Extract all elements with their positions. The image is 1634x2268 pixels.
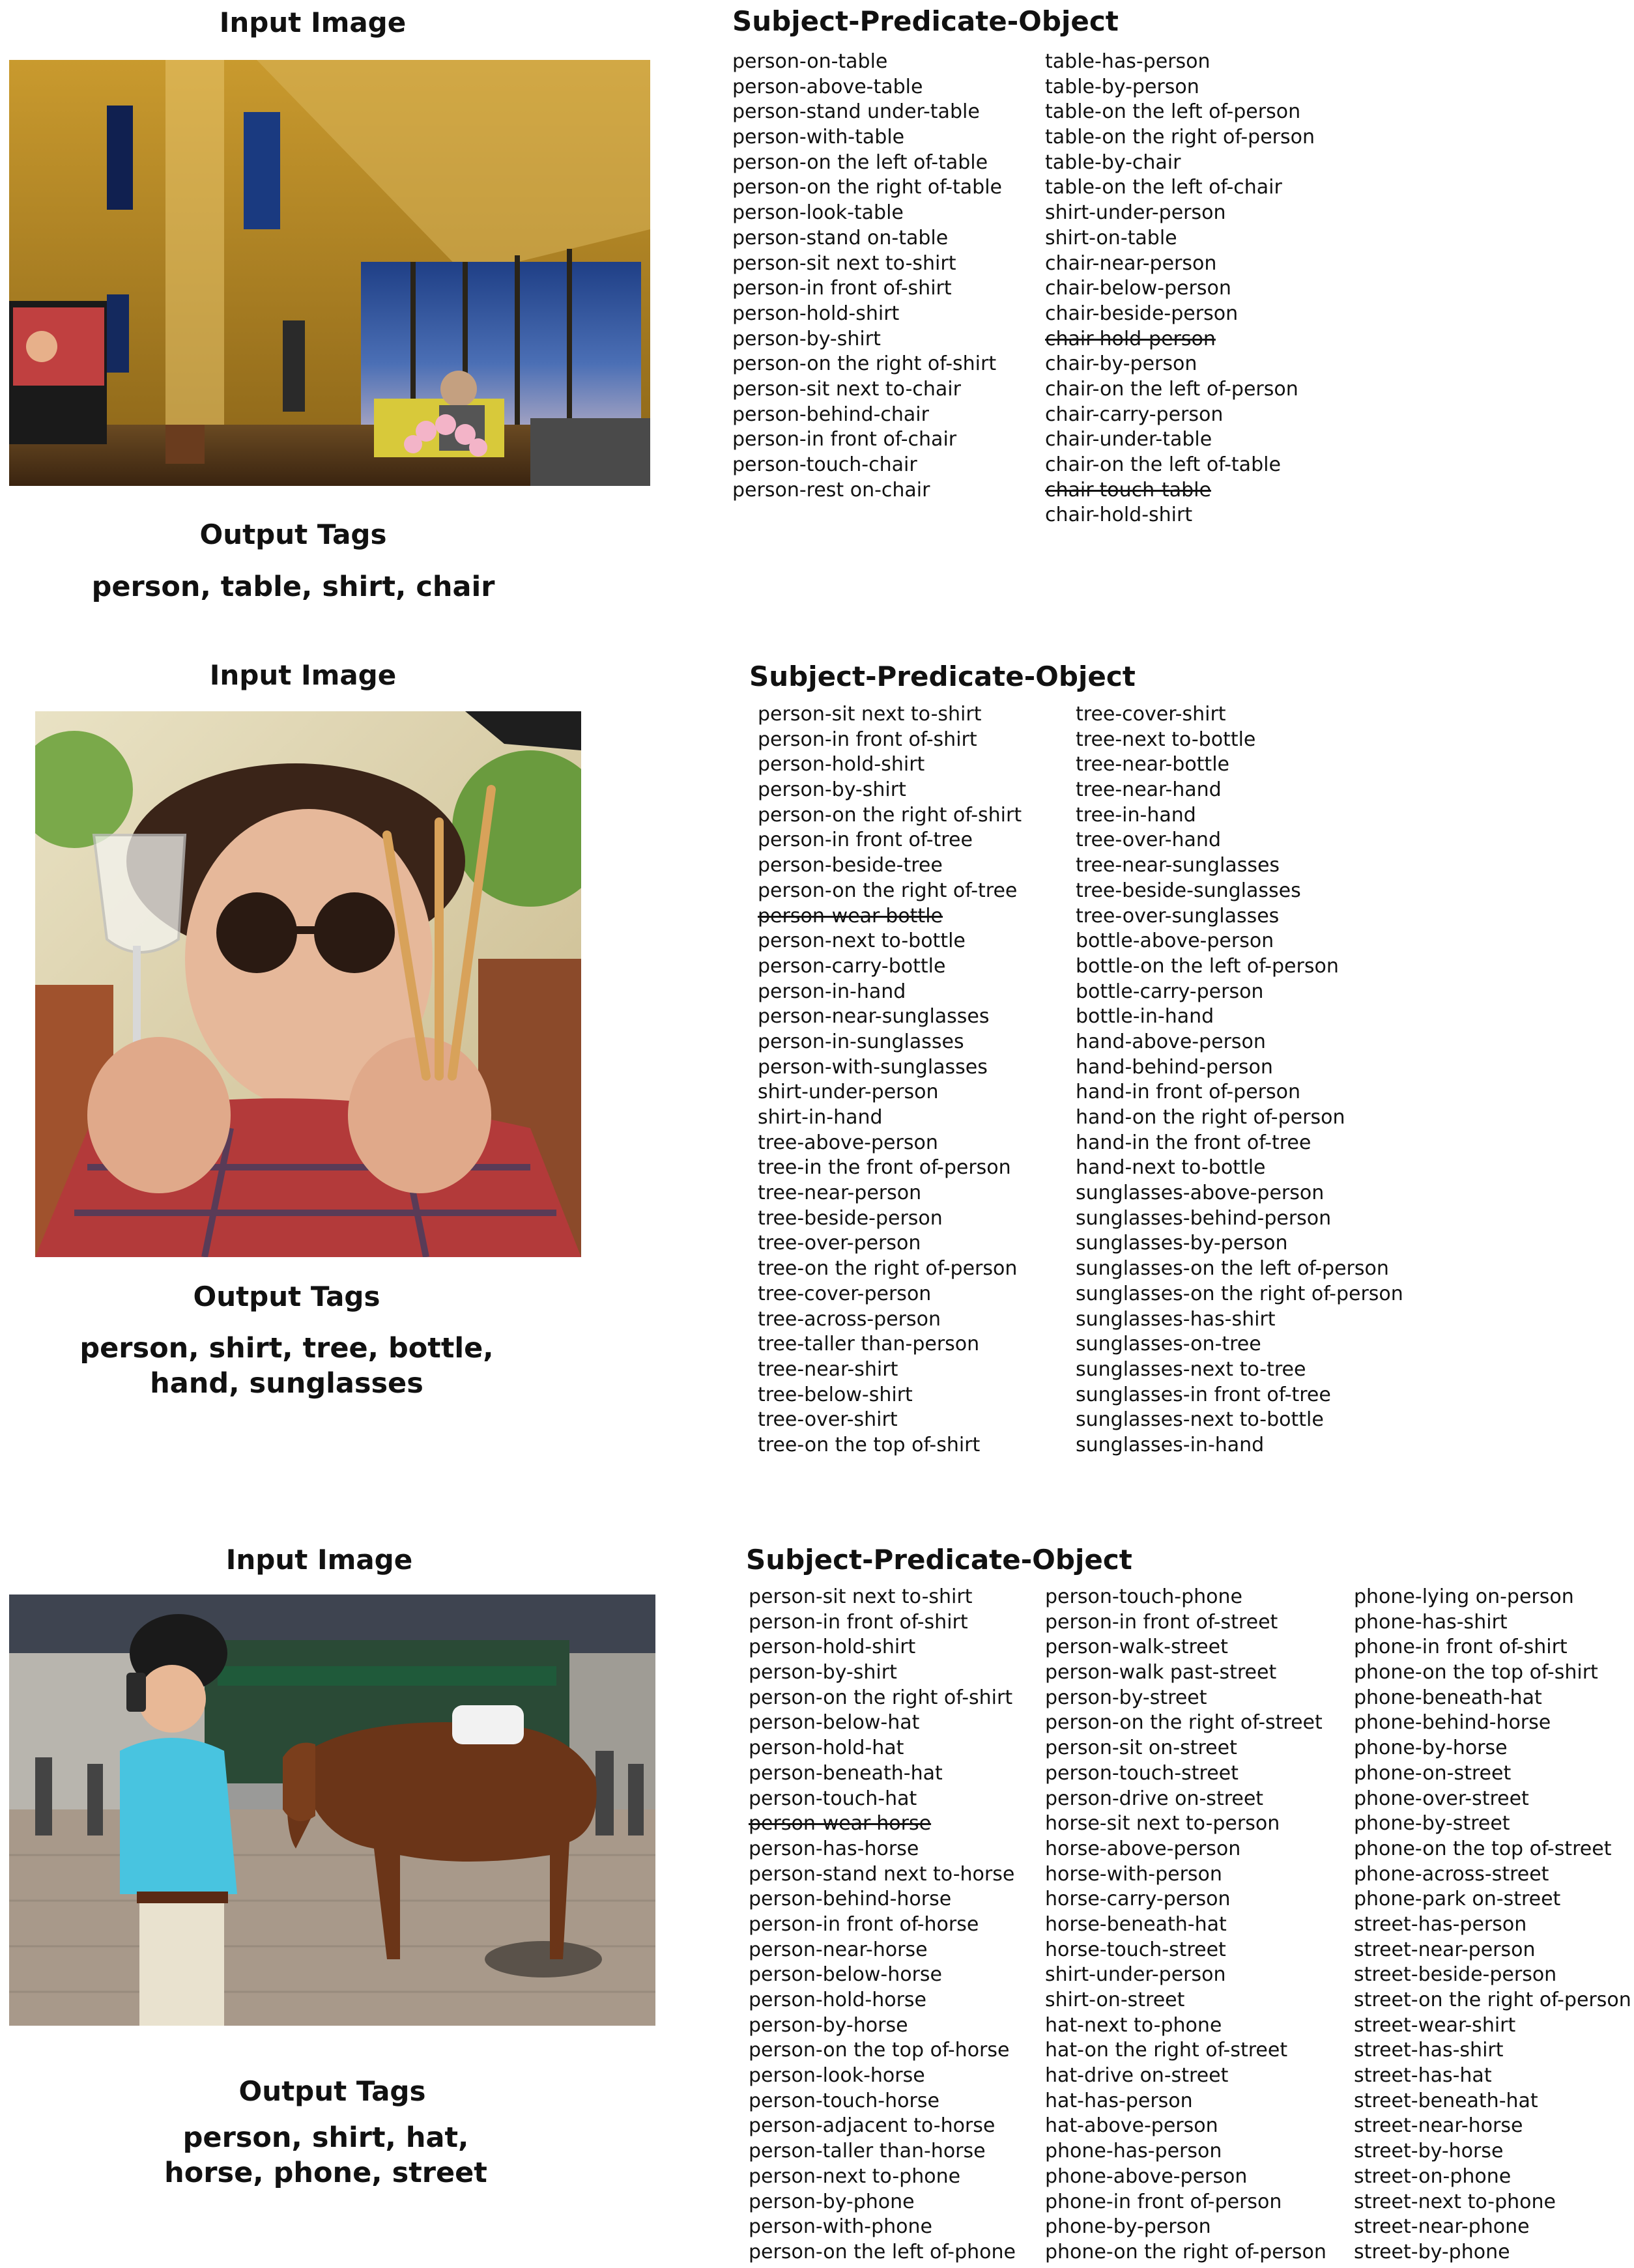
relation-item: chair-under-table: [1045, 428, 1212, 451]
relation-item: street-on-phone: [1354, 2164, 1512, 2188]
relation-item: phone-has-shirt: [1354, 1610, 1508, 1634]
relation-item: person-by-shirt: [758, 778, 906, 802]
relation-item: tree-near-bottle: [1076, 753, 1229, 776]
living-room-photo: [9, 60, 650, 486]
relation-item: bottle-carry-person: [1076, 980, 1264, 1003]
relation-item: phone-on-street: [1354, 1761, 1512, 1785]
relation-item: tree-across-person: [758, 1307, 941, 1331]
relation-column-1: [732, 50, 1002, 503]
relation-item: person-with-sunglasses: [758, 1055, 988, 1079]
relation-item: shirt-under-person: [758, 1081, 939, 1104]
relation-item: person-in front of-shirt: [758, 728, 977, 751]
relation-item: person-behind-horse: [749, 1888, 952, 1911]
relation-item: shirt-under-person: [1045, 1963, 1226, 1987]
relation-item: shirt-in-hand: [758, 1106, 883, 1129]
relation-item: person-with-table: [732, 126, 905, 149]
relation-item: shirt-on-table: [1045, 226, 1177, 249]
relation-item: street-next to-phone: [1354, 2190, 1556, 2213]
relation-item: person-hold-shirt: [749, 1636, 916, 1659]
relation-item: phone-behind-horse: [1354, 1711, 1551, 1735]
relation-item: street-by-horse: [1354, 2140, 1504, 2163]
selfie-photo: [35, 711, 581, 1257]
relation-item: person-by-horse: [749, 2013, 908, 2037]
relation-item: person-on the left of-table: [732, 150, 988, 174]
relation-item-struck: chair-touch-table: [1045, 478, 1211, 502]
relation-item: phone-in front of-person: [1045, 2190, 1282, 2213]
relation-item: tree-over-shirt: [758, 1408, 898, 1432]
output-tags-label: Output Tags: [199, 518, 387, 550]
relation-item: tree-cover-shirt: [1076, 703, 1226, 726]
relation-item: bottle-in-hand: [1076, 1005, 1214, 1028]
relation-item: tree-over-hand: [1076, 829, 1221, 852]
relation-item: phone-on the top of-street: [1354, 1837, 1612, 1860]
relation-item: hat-next to-phone: [1045, 2013, 1222, 2037]
relation-item: horse-above-person: [1045, 1837, 1241, 1860]
relation-item: street-near-horse: [1354, 2114, 1523, 2138]
relation-column-1: [749, 1585, 1016, 2265]
relation-item: chair-hold-shirt: [1045, 503, 1193, 527]
relation-item: tree-taller than-person: [758, 1333, 980, 1356]
relation-item: person-look-horse: [749, 2064, 925, 2088]
relation-item: phone-on the top of-shirt: [1354, 1661, 1598, 1684]
relation-item: person-in-sunglasses: [758, 1030, 964, 1053]
relation-item: person-hold-shirt: [758, 753, 925, 776]
relation-item: person-above-table: [732, 75, 923, 98]
relation-item: sunglasses-on the right of-person: [1076, 1282, 1403, 1305]
relation-item-struck: person-wear-horse: [749, 1812, 932, 1836]
relation-item: bottle-on the left of-person: [1076, 954, 1339, 978]
relation-item: hand-in front of-person: [1076, 1081, 1300, 1104]
relation-item: tree-below-shirt: [758, 1383, 913, 1406]
relation-item: phone-over-street: [1354, 1787, 1529, 1810]
relation-item: person-sit on-street: [1045, 1736, 1237, 1760]
relation-column-3: [1354, 1585, 1631, 2265]
relation-item: sunglasses-by-person: [1076, 1232, 1288, 1255]
relation-item: person-sit next to-shirt: [732, 251, 956, 275]
relation-item: person-in front of-shirt: [749, 1610, 968, 1634]
tag-line: person, shirt, hat,: [182, 2121, 469, 2154]
relation-item: person-below-hat: [749, 1711, 920, 1735]
relation-item: tree-over-person: [758, 1232, 921, 1255]
relation-item: street-has-hat: [1354, 2064, 1492, 2088]
relation-item: hat-drive on-street: [1045, 2064, 1229, 2088]
relation-item: person-next to-phone: [749, 2164, 961, 2188]
relation-item: table-on the left of-chair: [1045, 176, 1282, 199]
relation-item: person-rest on-chair: [732, 478, 930, 502]
relation-item: person-beneath-hat: [749, 1761, 943, 1785]
relation-item: tree-on the right of-person: [758, 1257, 1018, 1281]
relation-item: sunglasses-in-hand: [1076, 1433, 1265, 1456]
tag-line: person, shirt, tree, bottle,: [79, 1332, 494, 1365]
relation-item: hand-above-person: [1076, 1030, 1266, 1053]
relation-item: phone-above-person: [1045, 2164, 1248, 2188]
relation-item: phone-in front of-shirt: [1354, 1636, 1568, 1659]
relation-item: tree-in the front of-person: [758, 1156, 1011, 1180]
relation-column-2: [1045, 1585, 1326, 2265]
relation-item-struck: chair-hold-person: [1045, 327, 1216, 350]
relation-item: sunglasses-above-person: [1076, 1182, 1325, 1205]
relation-item: person-walk-street: [1045, 1636, 1228, 1659]
relation-item: person-sit next to-shirt: [758, 703, 982, 726]
relation-item: person-has-horse: [749, 1837, 919, 1860]
relation-item: tree-on the top of-shirt: [758, 1433, 981, 1456]
relation-item: tree-near-hand: [1076, 778, 1222, 802]
relation-item: shirt-on-street: [1045, 1989, 1185, 2011]
relation-item: horse-beneath-hat: [1045, 1912, 1227, 1936]
relation-item: street-by-phone: [1354, 2240, 1510, 2263]
output-tags: [65, 569, 521, 604]
relation-item: person-taller than-horse: [749, 2140, 986, 2163]
relation-item: horse-with-person: [1045, 1862, 1222, 1886]
relation-item: street-wear-shirt: [1354, 2013, 1516, 2037]
relation-item: phone-lying on-person: [1354, 1585, 1574, 1608]
relation-item: tree-beside-person: [758, 1206, 943, 1230]
relation-item: street-has-person: [1354, 1912, 1527, 1936]
relation-item: person-on the right of-shirt: [758, 803, 1022, 827]
relation-item: sunglasses-on the left of-person: [1076, 1257, 1389, 1281]
relation-item: person-stand under-table: [732, 100, 980, 124]
relation-item: tree-beside-sunglasses: [1076, 879, 1301, 902]
relation-item: person-by-phone: [749, 2190, 915, 2213]
relation-item: person-below-horse: [749, 1963, 942, 1987]
relation-item: person-with-phone: [749, 2215, 933, 2239]
relation-item: person-in front of-chair: [732, 428, 957, 451]
relation-item: chair-below-person: [1045, 277, 1231, 300]
relation-item: person-behind-chair: [732, 403, 929, 426]
relation-item: person-walk past-street: [1045, 1661, 1277, 1684]
relation-column-2: [1045, 50, 1315, 528]
relation-item: person-drive on-street: [1045, 1787, 1264, 1810]
relation-item: person-near-sunglasses: [758, 1005, 990, 1028]
relation-column-1: [758, 702, 1022, 1458]
relation-item: sunglasses-on-tree: [1076, 1333, 1261, 1356]
relation-item: person-on the right of-shirt: [732, 352, 997, 376]
relation-item: person-in front of-horse: [749, 1912, 979, 1936]
relation-item: chair-beside-person: [1045, 302, 1239, 325]
relation-item: street-near-person: [1354, 1938, 1536, 1961]
relation-item: phone-by-horse: [1354, 1736, 1508, 1760]
relation-item: horse-touch-street: [1045, 1938, 1226, 1961]
relation-item: tree-next to-bottle: [1076, 728, 1256, 751]
output-tags-label: Output Tags: [193, 1281, 380, 1312]
relation-item: person-touch-hat: [749, 1787, 917, 1810]
relation-item: sunglasses-next to-bottle: [1076, 1408, 1324, 1432]
relation-item: sunglasses-next to-tree: [1076, 1357, 1306, 1381]
relation-item: person-on the left of-phone: [749, 2240, 1016, 2263]
tag-line: person, table, shirt, chair: [91, 571, 495, 603]
input-image-label: Input Image: [209, 659, 397, 691]
relation-item: shirt-under-person: [1045, 201, 1226, 225]
relation-item: tree-near-sunglasses: [1076, 854, 1280, 877]
relation-item: street-has-shirt: [1354, 2039, 1504, 2062]
tag-line: hand, sunglasses: [150, 1367, 423, 1400]
relation-item: person-on-table: [732, 50, 888, 73]
tag-line: horse, phone, street: [164, 2157, 487, 2189]
relation-item: table-on the left of-person: [1045, 100, 1301, 124]
relation-item: chair-carry-person: [1045, 403, 1224, 426]
relation-item: table-by-chair: [1045, 150, 1181, 174]
relation-item: sunglasses-behind-person: [1076, 1206, 1332, 1230]
relation-item: chair-by-person: [1045, 352, 1197, 376]
relation-item: table-on the right of-person: [1045, 126, 1315, 149]
relation-item: tree-cover-person: [758, 1282, 932, 1305]
output-tags: [59, 1331, 515, 1401]
relation-item: person-by-shirt: [749, 1661, 897, 1684]
relation-item: tree-above-person: [758, 1131, 938, 1154]
relation-item: chair-on the left of-person: [1045, 377, 1298, 401]
relation-item: person-sit next to-shirt: [749, 1585, 973, 1608]
relation-column-2: [1076, 702, 1403, 1458]
relation-item: person-beside-tree: [758, 854, 943, 877]
input-image-label: Input Image: [225, 1544, 413, 1576]
relation-item: person-hold-shirt: [732, 302, 900, 325]
relation-item: hand-on the right of-person: [1076, 1106, 1345, 1129]
relation-item: person-on the right of-table: [732, 176, 1002, 199]
relation-item: horse-carry-person: [1045, 1888, 1231, 1911]
relation-item: horse-sit next to-person: [1045, 1812, 1280, 1836]
relation-item: tree-over-sunglasses: [1076, 904, 1280, 928]
relation-item: tree-in-hand: [1076, 803, 1196, 827]
relation-item: hat-has-person: [1045, 2089, 1193, 2112]
spo-heading: Subject-Predicate-Object: [732, 5, 1119, 37]
relation-item: person-in-hand: [758, 980, 906, 1003]
relation-item: phone-across-street: [1354, 1862, 1549, 1886]
relation-item: phone-by-person: [1045, 2215, 1211, 2239]
relation-item: person-on the top of-horse: [749, 2039, 1010, 2062]
relation-item: street-on the right of-person: [1354, 1989, 1631, 2011]
relation-item: person-next to-bottle: [758, 929, 966, 953]
relation-item: person-sit next to-chair: [732, 377, 961, 401]
output-tags-label: Output Tags: [238, 2075, 426, 2107]
relation-item: hand-behind-person: [1076, 1055, 1273, 1079]
relation-item: person-stand on-table: [732, 226, 949, 249]
relation-item: person-hold-horse: [749, 1989, 927, 2011]
relation-item: bottle-above-person: [1076, 929, 1274, 953]
spo-heading: Subject-Predicate-Object: [746, 1544, 1132, 1576]
relation-item: person-in front of-shirt: [732, 277, 952, 300]
input-image-label: Input Image: [219, 7, 407, 38]
relation-item: person-on the right of-shirt: [749, 1686, 1013, 1709]
horse-photo: [9, 1595, 655, 2026]
relation-item: chair-on the left of-table: [1045, 453, 1281, 476]
relation-item: phone-park on-street: [1354, 1888, 1561, 1911]
relation-item: person-stand next to-horse: [749, 1862, 1015, 1886]
relation-item: person-on the right of-street: [1045, 1711, 1323, 1735]
relation-item: person-touch-street: [1045, 1761, 1239, 1785]
relation-item: phone-by-street: [1354, 1812, 1510, 1836]
relation-item: chair-near-person: [1045, 251, 1217, 275]
relation-item-struck: person-wear-bottle: [758, 904, 943, 928]
relation-item: person-by-street: [1045, 1686, 1207, 1709]
relation-item: table-has-person: [1045, 50, 1211, 73]
spo-heading: Subject-Predicate-Object: [749, 660, 1136, 692]
relation-item: person-touch-horse: [749, 2089, 939, 2112]
output-tags: [98, 2120, 554, 2190]
relation-item: person-touch-phone: [1045, 1585, 1243, 1608]
relation-item: phone-on the right of-person: [1045, 2240, 1326, 2263]
relation-item: person-in front of-street: [1045, 1610, 1278, 1634]
relation-item: phone-has-person: [1045, 2140, 1222, 2163]
relation-item: hat-on the right of-street: [1045, 2039, 1288, 2062]
relation-item: street-beneath-hat: [1354, 2089, 1538, 2112]
relation-item: hand-next to-bottle: [1076, 1156, 1266, 1180]
relation-item: person-hold-hat: [749, 1736, 904, 1760]
relation-item: street-beside-person: [1354, 1963, 1557, 1987]
relation-item: person-by-shirt: [732, 327, 881, 350]
relation-item: sunglasses-in front of-tree: [1076, 1383, 1331, 1406]
relation-item: street-near-phone: [1354, 2215, 1530, 2239]
relation-item: person-adjacent to-horse: [749, 2114, 996, 2138]
relation-item: sunglasses-has-shirt: [1076, 1307, 1276, 1331]
relation-item: person-in front of-tree: [758, 829, 973, 852]
relation-item: phone-beneath-hat: [1354, 1686, 1542, 1709]
relation-item: person-look-table: [732, 201, 904, 225]
relation-item: person-near-horse: [749, 1938, 928, 1961]
relation-item: table-by-person: [1045, 75, 1199, 98]
relation-item: person-touch-chair: [732, 453, 917, 476]
relation-item: tree-near-person: [758, 1182, 922, 1205]
relation-item: tree-near-shirt: [758, 1357, 898, 1381]
relation-item: hat-above-person: [1045, 2114, 1218, 2138]
relation-item: person-carry-bottle: [758, 954, 946, 978]
relation-item: hand-in the front of-tree: [1076, 1131, 1312, 1154]
relation-item: person-on the right of-tree: [758, 879, 1018, 902]
